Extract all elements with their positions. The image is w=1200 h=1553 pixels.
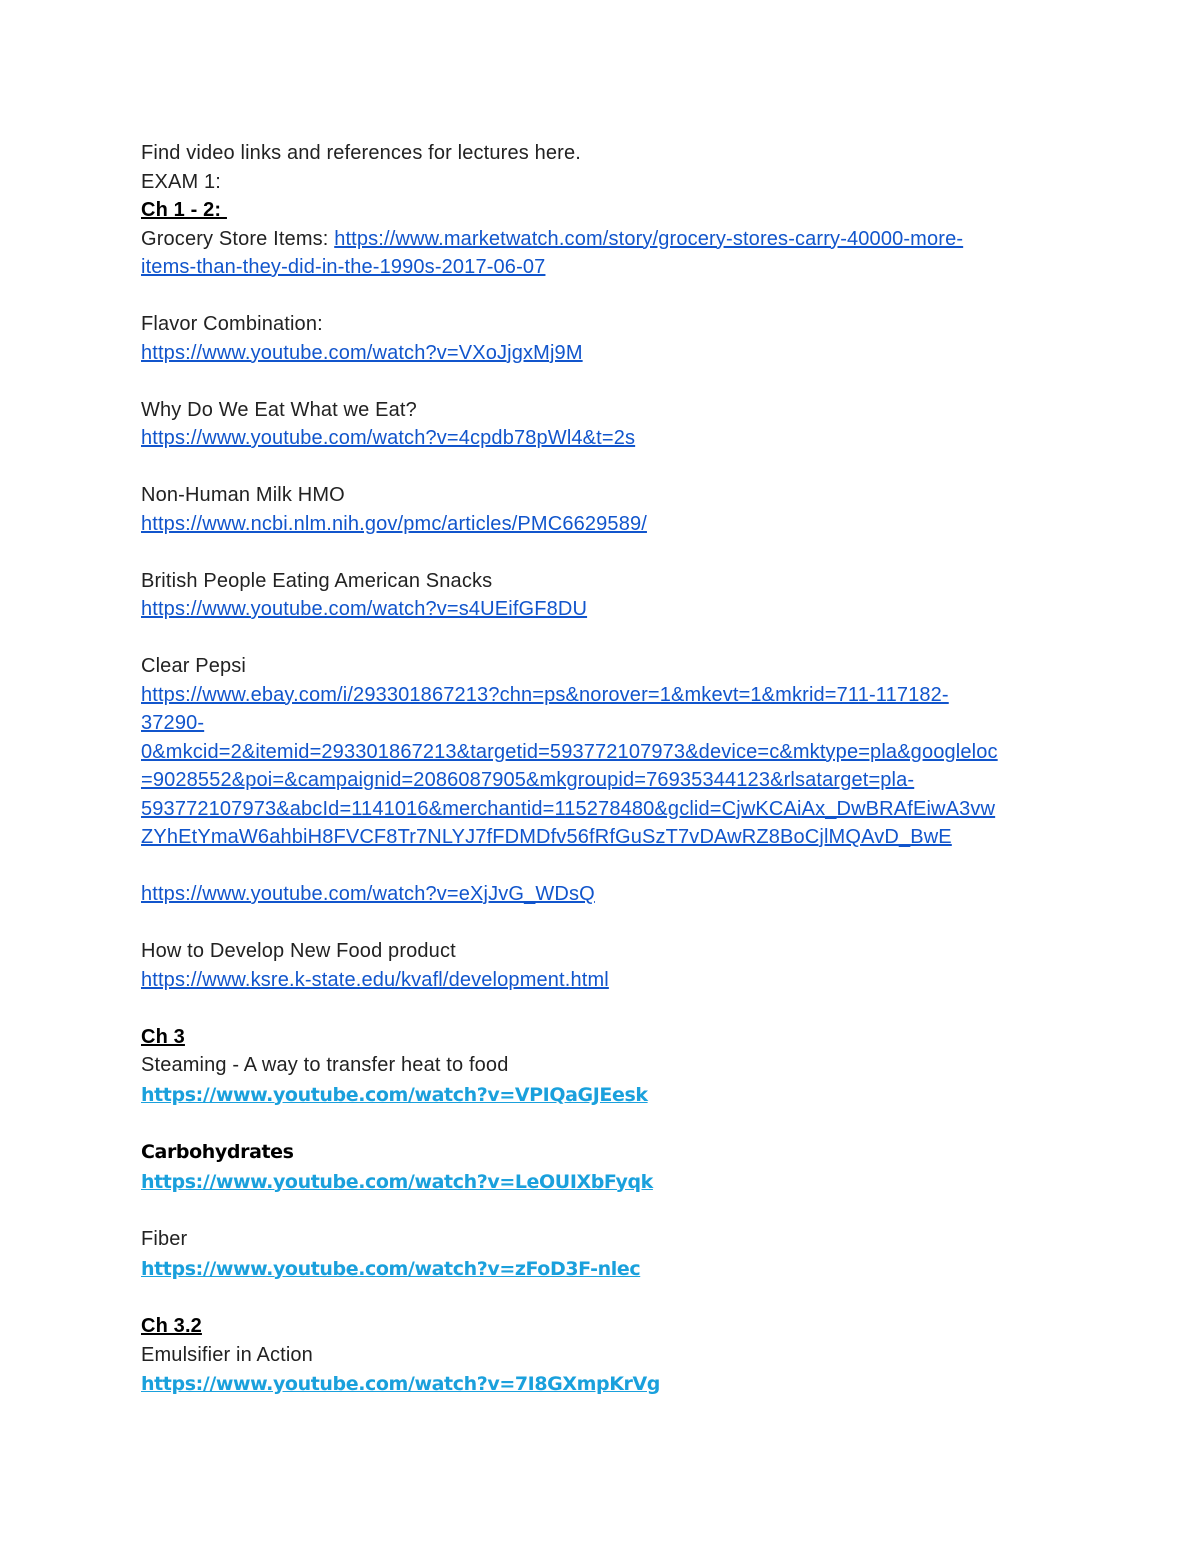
flavor-link[interactable]: https://www.youtube.com/watch?v=VXoJjgxMj9M xyxy=(141,341,583,364)
pepsi-ebay-link-line[interactable]: 593772107973&abcId=1141016&merchantid=115278480&gclid=CjwKCAiAx_DwBRAfEiwA3vw xyxy=(141,797,996,820)
exam-heading: EXAM 1: xyxy=(141,170,221,193)
carbs-label: Carbohydrates xyxy=(141,1141,294,1163)
pepsi-label: Clear Pepsi xyxy=(141,655,247,677)
pepsi-ebay-link-line[interactable]: https://www.ebay.com/i/293301867213?chn=ps&norover=1&mkevt=1&mkrid=711-117182- xyxy=(141,683,949,706)
spacer xyxy=(141,538,1061,567)
pepsi-ebay-link-line[interactable]: 0&mkcid=2&itemid=293301867213&targetid=593772107973&device=c&mktype=pla&googleloc xyxy=(141,740,998,763)
hmo-link[interactable]: https://www.ncbi.nlm.nih.gov/pmc/articles/PMC6629589/ xyxy=(141,512,647,535)
pepsi-ebay-link-line[interactable]: =9028552&poi=&campaignid=2086087905&mkgroupid=76935344123&rlsatarget=pla- xyxy=(141,769,915,791)
spacer xyxy=(141,1197,1061,1226)
spacer xyxy=(141,852,1061,881)
spacer xyxy=(141,994,1061,1023)
pepsi-video-link[interactable]: https://www.youtube.com/watch?v=eXjJvG_WDsQ xyxy=(141,883,595,905)
develop-label: How to Develop New Food product xyxy=(141,940,456,962)
section-heading-ch1-2: Ch 1 - 2: xyxy=(141,199,227,221)
spacer xyxy=(141,1110,1061,1139)
why-label: Why Do We Eat What we Eat? xyxy=(141,398,417,421)
british-label: British People Eating American Snacks xyxy=(141,569,493,592)
steaming-link[interactable]: https://www.youtube.com/watch?v=VPIQaGJEesk xyxy=(141,1083,648,1106)
why-link[interactable]: https://www.youtube.com/watch?v=4cpdb78pWl4&t=2s xyxy=(141,427,636,449)
emulsifier-link[interactable]: https://www.youtube.com/watch?v=7I8GXmpKrVg xyxy=(141,1373,660,1395)
hmo-label: Non-Human Milk HMO xyxy=(141,484,345,506)
spacer xyxy=(141,453,1061,482)
spacer xyxy=(141,909,1061,938)
spacer xyxy=(141,282,1061,311)
pepsi-ebay-link-line[interactable]: 37290- xyxy=(141,712,205,734)
carbs-link[interactable]: https://www.youtube.com/watch?v=LeOUIXbFyqk xyxy=(141,1170,653,1193)
grocery-link[interactable]: https://www.marketwatch.com/story/grocery-stores-carry-40000-more- xyxy=(334,227,964,250)
grocery-entry xyxy=(141,225,1061,254)
fiber-label: Fiber xyxy=(141,1228,188,1250)
document-page xyxy=(141,139,1061,1399)
spacer xyxy=(141,367,1061,396)
spacer xyxy=(141,1284,1061,1313)
emulsifier-label: Emulsifier in Action xyxy=(141,1343,313,1366)
section-heading-ch3-2: Ch 3.2 xyxy=(141,1315,202,1337)
flavor-label: Flavor Combination: xyxy=(141,313,323,335)
steaming-label: Steaming - A way to transfer heat to food xyxy=(141,1054,509,1076)
fiber-link[interactable]: https://www.youtube.com/watch?v=zFoD3F-nlec xyxy=(141,1257,641,1280)
intro-text: Find video links and references for lectures here. xyxy=(141,142,581,164)
develop-link[interactable]: https://www.ksre.k-state.edu/kvafl/development.html xyxy=(141,968,609,991)
grocery-link-continued[interactable]: items-than-they-did-in-the-1990s-2017-06-07 xyxy=(141,256,546,278)
spacer xyxy=(141,624,1061,653)
british-link[interactable]: https://www.youtube.com/watch?v=s4UEifGF8DU xyxy=(141,598,588,620)
section-heading-ch3: Ch 3 xyxy=(141,1025,185,1048)
grocery-label: Grocery Store Items: xyxy=(141,227,335,250)
pepsi-ebay-link-line[interactable]: ZYhEtYmaW6ahbiH8FVCF8Tr7NLYJ7fFDMDfv56fRfGuSzT7vDAwRZ8BoCjlMQAvD_BwE xyxy=(141,826,952,848)
